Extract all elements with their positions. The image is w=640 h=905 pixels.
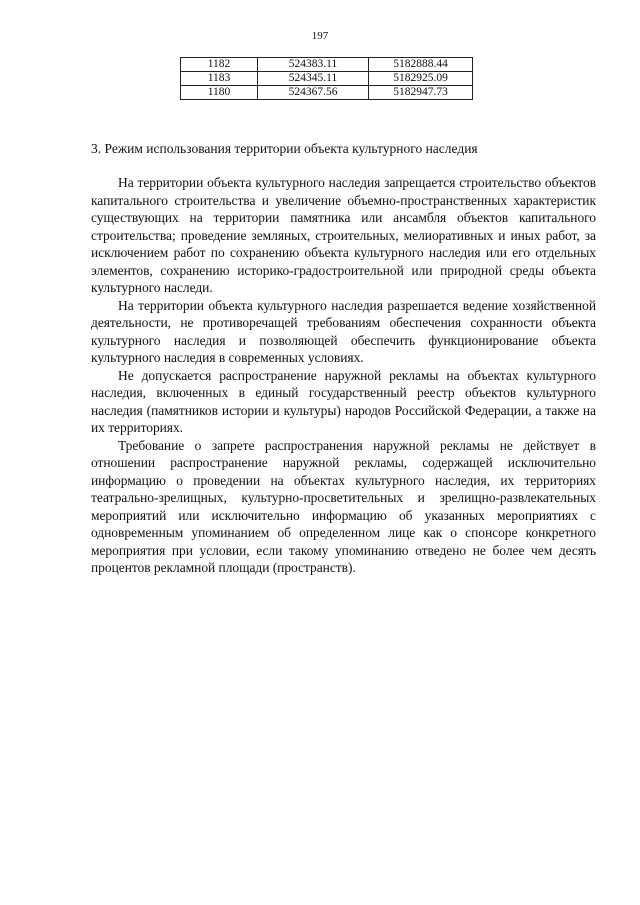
table-cell-y: 5182947.73: [369, 86, 473, 100]
table-cell-x: 524383.11: [258, 58, 369, 72]
paragraph: На территории объекта культурного наследия запрещается строительство объектов капитального строительства и увеличение объемно-пространственных характеристик существующих на территории памятника или ансамбля объектов капитального строительства; проведение земляных, строительных, мелиоративных и иных работ, за исключением работ по сохранению объекта культурного наследия или его отдельных элементов, сохранению историко-градостроительной или природной среды объекта культурного наследи.: [91, 175, 596, 295]
coordinate-table: [180, 57, 473, 100]
paragraph: Требование о запрете распространения наружной рекламы не действует в отношении распространение наружной рекламы, содержащей исключительно информацию о проведении на объектах культурного наследия, их территориях театрально-зрелищных, культурно-просветительных и зрелищно-развлекательных мероприятий или исключительно информацию об указанных мероприятиях с одновременным упоминанием об определенном лице как о спонсоре конкретного мероприятия при условии, если такому упоминанию отведено не более чем десять процентов рекламной площади (пространств).: [91, 437, 596, 575]
table-row: [181, 86, 473, 100]
table-cell-y: 5182925.09: [369, 72, 473, 86]
table-row: [181, 72, 473, 86]
table-row: [181, 58, 473, 72]
page-number: 197: [311, 30, 329, 42]
table-cell-point: 1182: [181, 58, 258, 72]
table-cell-y: 5182888.44: [369, 58, 473, 72]
paragraph: На территории объекта культурного наследия разрешается ведение хозяйственной деятельности, не противоречащей требованиям обеспечения сохранности объекта культурного наследия и позволяющей обеспечить функционирование объекта культурного наследия в современных условиях.: [91, 297, 596, 365]
table-cell-point: 1180: [181, 86, 258, 100]
table-cell-x: 524345.11: [258, 72, 369, 86]
section-heading: 3. Режим использования территории объекта культурного наследия: [91, 141, 478, 156]
section-body: [91, 174, 596, 577]
table-cell-point: 1183: [181, 72, 258, 86]
table-cell-x: 524367.56: [258, 86, 369, 100]
paragraph: Не допускается распространение наружной рекламы на объектах культурного наследия, включенных в единый государственный реестр объектов культурного наследия (памятников истории и культуры) народов Российской Федерации, а также на их территориях.: [91, 367, 596, 435]
